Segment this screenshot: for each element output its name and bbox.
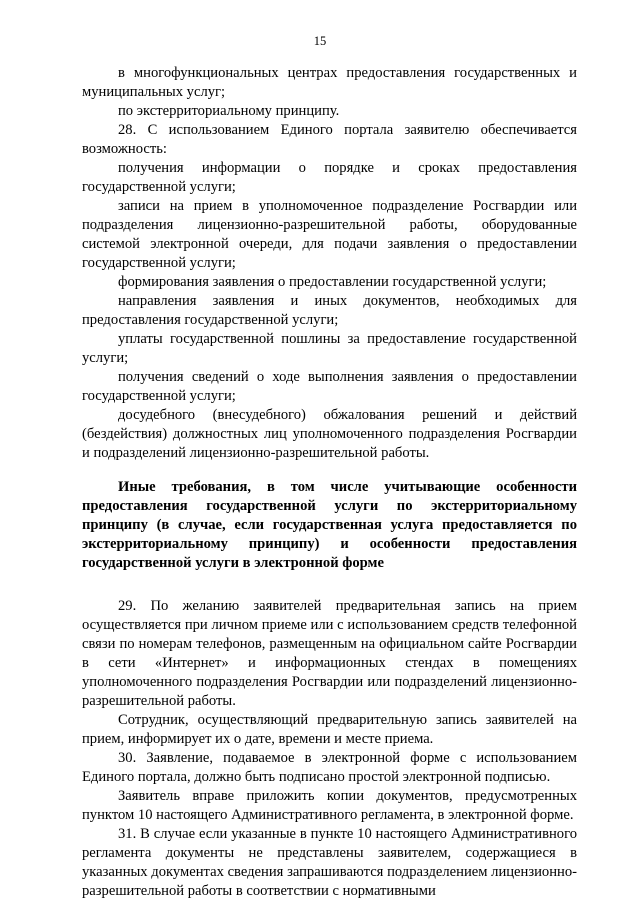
paragraph-pay-fee: уплаты государственной пошлины за предоставление государственной услуги; xyxy=(82,331,577,366)
paragraph-30-signature: 30. Заявление, подаваемое в электронной форме с использованием Единого портала, должно быть подписано простой электронной подписью. xyxy=(82,750,577,785)
page-number: 15 xyxy=(313,34,327,48)
paragraph-send-documents: направления заявления и иных документов, необходимых для предоставления государственной услуги; xyxy=(82,293,577,328)
paragraph-status: получения сведений о ходе выполнения заявления о предоставлении государственной услуги; xyxy=(82,369,577,404)
paragraph-form-application: формирования заявления о предоставлении государственной услуги; xyxy=(118,274,547,290)
paragraph-mfc: в многофункциональных центрах предоставления государственных и муниципальных услуг; xyxy=(82,65,577,100)
paragraph-info: получения информации о порядке и сроках предоставления государственной услуги; xyxy=(82,160,577,195)
paragraph-employee: Сотрудник, осуществляющий предварительную запись заявителей на прием, информирует их о дате, времени и месте приема. xyxy=(82,712,577,747)
document-body xyxy=(82,64,577,901)
paragraph-31-request: 31. В случае если указанные в пункте 10 настоящего Административного регламента документы не представлены заявителем, содержащиеся в указанных документах сведения запрашиваются подразделением лицензионно-разрешительной работы в соответствии с нормативными xyxy=(82,826,577,899)
paragraph-appointment: записи на прием в уполномоченное подразделение Росгвардии или подразделения лицензионно-разрешительной работы, оборудованные системой электронной очереди, для подачи заявления о предоставлении государственной услуги; xyxy=(82,198,577,271)
paragraph-29-booking: 29. По желанию заявителей предварительная запись на прием осуществляется при личном приеме или с использованием средств телефонной связи по номерам телефонов, размещенным на официальном сайте Росгвардии в сети «Интернет» и информационных стендах в помещениях уполномоченного подразделения Росгвардии или подразделений лицензионно-разрешительной работы. xyxy=(82,598,577,709)
paragraph-appeal: досудебного (внесудебного) обжалования решений и действий (бездействия) должностных лиц уполномоченного подразделения Росгвардии и подразделений лицензионно-разрешительной работы. xyxy=(82,407,577,461)
section-heading: Иные требования, в том числе учитывающие особенности предоставления государственной услуги по экстерриториальному принципу (в случае, если государственная услуга предоставляется по экстерриториальному принципу) и особенности предоставления государственной услуги в электронной форме xyxy=(82,479,577,571)
paragraph-28-portal: 28. С использованием Единого портала заявителю обеспечивается возможность: xyxy=(82,122,577,157)
paragraph-attach-copies: Заявитель вправе приложить копии документов, предусмотренных пунктом 10 настоящего Административного регламента, в электронной форме. xyxy=(82,788,577,823)
paragraph-extraterritorial: по экстерриториальному принципу. xyxy=(118,103,340,119)
